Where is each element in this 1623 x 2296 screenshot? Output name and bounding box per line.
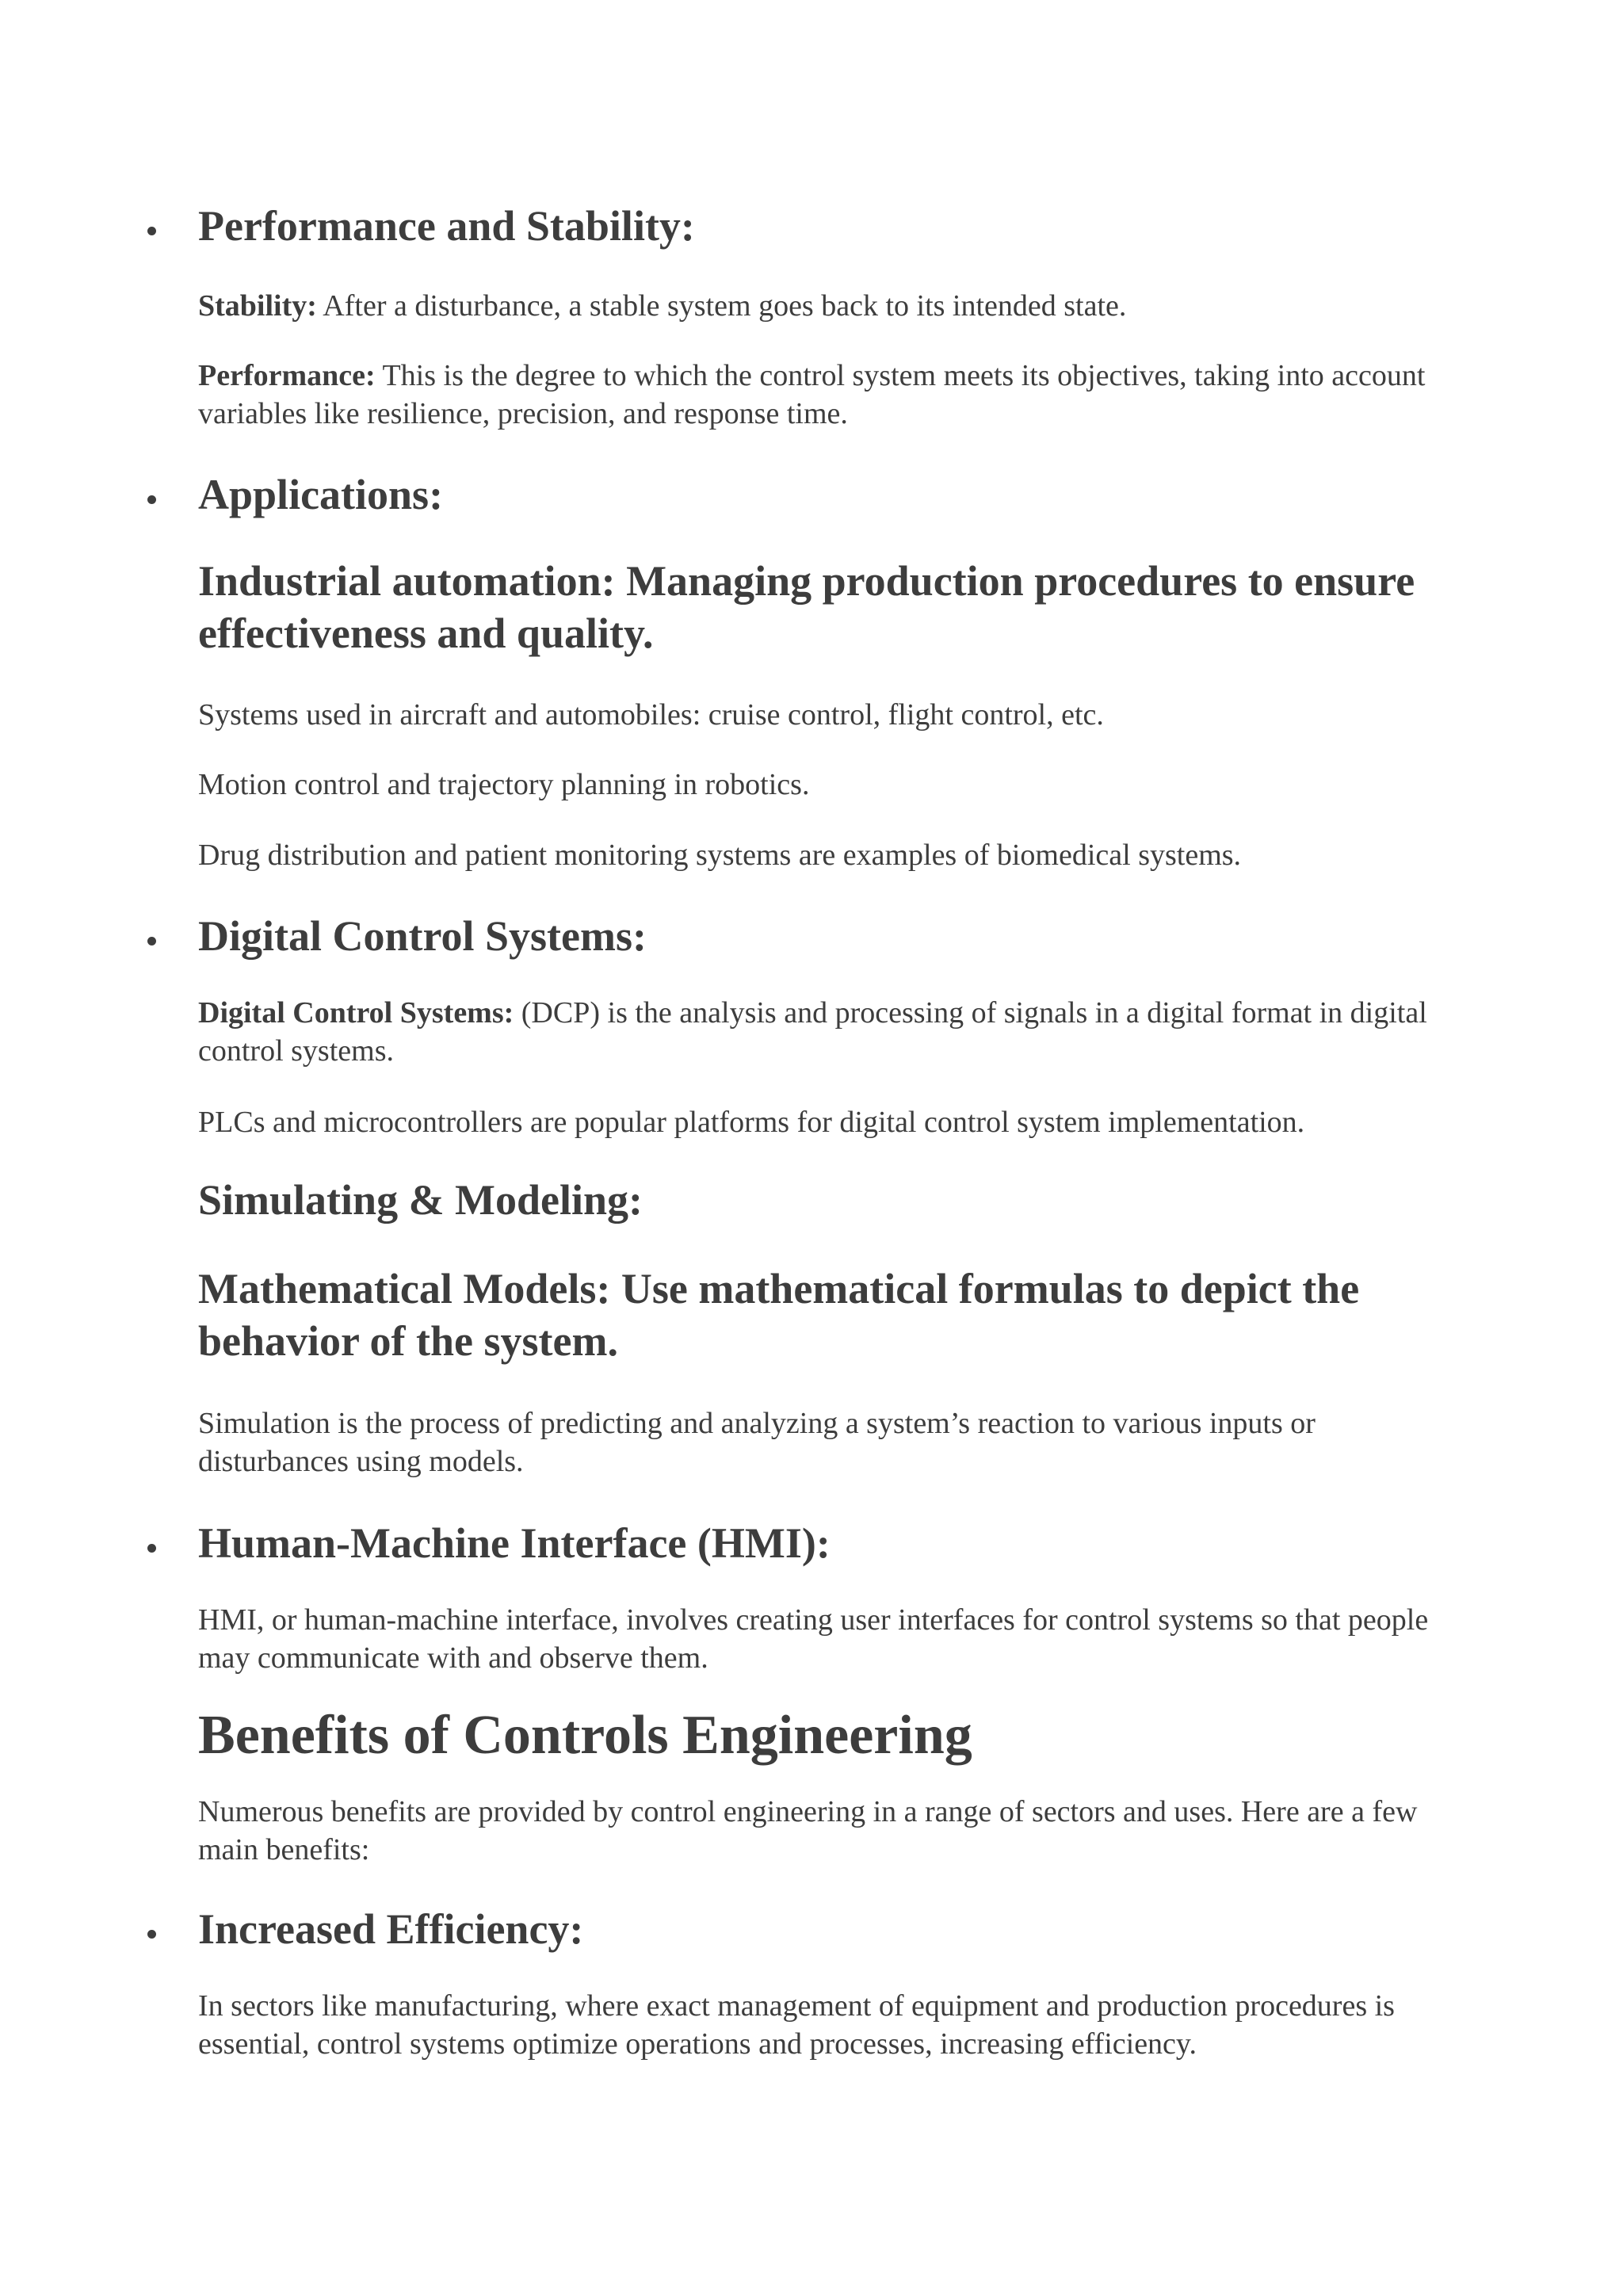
dcs-label: Digital Control Systems: bbox=[198, 996, 514, 1030]
section-heading-performance bbox=[198, 201, 1450, 250]
bullet-icon bbox=[144, 223, 160, 239]
stability-label: Stability: bbox=[198, 289, 317, 323]
section-heading-efficiency bbox=[198, 1904, 1450, 1954]
heading-hmi: Human-Machine Interface (HMI): bbox=[198, 1519, 831, 1567]
section-heading-hmi bbox=[198, 1519, 1450, 1568]
paragraph-stability bbox=[198, 287, 1450, 325]
heading-applications: Applications: bbox=[198, 471, 444, 518]
paragraph-plc: PLCs and microcontrollers are popular platforms for digital control system implementation. bbox=[198, 1106, 1305, 1139]
paragraph-dcs bbox=[198, 994, 1450, 1070]
heading-digital-control-systems: Digital Control Systems: bbox=[198, 912, 647, 960]
list-item: Systems used in aircraft and automobiles: cruise control, flight control, etc. bbox=[198, 698, 1104, 732]
list-item: Motion control and trajectory planning in robotics. bbox=[198, 768, 810, 801]
heading-increased-efficiency: Increased Efficiency: bbox=[198, 1905, 584, 1953]
stability-text: After a disturbance, a stable system goes back to its intended state. bbox=[316, 289, 1127, 323]
dcs-text: (DCP) is the analysis and processing of signals in a digital format in digital control systems. bbox=[198, 996, 1427, 1068]
list-item: Drug distribution and patient monitoring systems are examples of biomedical systems. bbox=[198, 839, 1242, 872]
paragraph-benefits-intro: Numerous benefits are provided by control engineering in a range of sectors and uses. Here are a few main benefits: bbox=[198, 1795, 1418, 1866]
performance-label: Performance: bbox=[198, 359, 376, 392]
bullet-icon bbox=[144, 1927, 160, 1943]
paragraph-efficiency: In sectors like manufacturing, where exact management of equipment and production procedures is essential, control systems optimize operations and processes, increasing efficiency. bbox=[198, 1989, 1395, 2061]
heading-benefits: Benefits of Controls Engineering bbox=[198, 1705, 972, 1766]
section-heading-applications bbox=[198, 470, 1450, 519]
heading-performance-stability: Performance and Stability: bbox=[198, 202, 695, 250]
performance-text: This is the degree to which the control system meets its objectives, taking into account variables like resilience, precision, and response time. bbox=[198, 359, 1426, 430]
paragraph-simulation: Simulation is the process of predicting and analyzing a system’s reaction to various inputs or disturbances using models. bbox=[198, 1407, 1316, 1478]
paragraph-hmi: HMI, or human-machine interface, involves creating user interfaces for control systems so that people may communicate with and observe them. bbox=[198, 1603, 1429, 1675]
bullet-icon bbox=[144, 1541, 160, 1557]
subheading-industrial-automation: Industrial automation: Managing production procedures to ensure effectiveness and quality. bbox=[198, 557, 1415, 657]
heading-simulating-modeling: Simulating & Modeling: bbox=[198, 1176, 643, 1224]
bullet-icon bbox=[144, 492, 160, 508]
section-heading-digital bbox=[198, 911, 1450, 961]
bullet-icon bbox=[144, 934, 160, 949]
paragraph-performance bbox=[198, 357, 1450, 433]
subheading-mathematical-models: Mathematical Models: Use mathematical formulas to depict the behavior of the system. bbox=[198, 1265, 1360, 1365]
